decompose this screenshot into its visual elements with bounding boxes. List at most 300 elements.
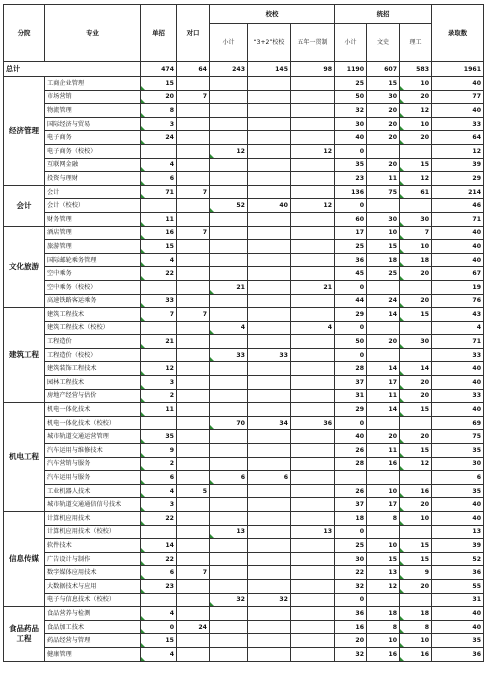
- header-school-3plus2: “3+2”校校: [248, 24, 291, 62]
- value-cell: [177, 444, 210, 458]
- value-cell: 0: [335, 280, 367, 294]
- value-cell: 36: [432, 566, 484, 580]
- value-cell: [210, 362, 248, 376]
- value-cell: [248, 457, 291, 471]
- value-cell: 37: [335, 376, 367, 390]
- value-cell: 6: [141, 566, 177, 580]
- value-cell: [248, 321, 291, 335]
- major-cell: 软件技术: [45, 539, 141, 553]
- value-cell: 136: [335, 185, 367, 199]
- value-cell: 0: [335, 525, 367, 539]
- header-tongzhao-arts: 文史: [367, 24, 400, 62]
- value-cell: 18: [400, 253, 432, 267]
- value-cell: [177, 647, 210, 661]
- value-cell: 70: [210, 416, 248, 430]
- value-cell: [141, 280, 177, 294]
- table-row: [4, 348, 484, 362]
- category-cell: 食品药品工程: [4, 607, 45, 661]
- value-cell: 15: [400, 158, 432, 172]
- value-cell: 40: [248, 199, 291, 213]
- value-cell: 7: [177, 90, 210, 104]
- value-cell: 20: [400, 376, 432, 390]
- value-cell: [248, 484, 291, 498]
- value-cell: 11: [367, 172, 400, 186]
- value-cell: [248, 131, 291, 145]
- total-cell: 64: [177, 62, 210, 77]
- value-cell: [177, 552, 210, 566]
- value-cell: 0: [335, 144, 367, 158]
- value-cell: [177, 335, 210, 349]
- value-cell: [210, 430, 248, 444]
- value-cell: [210, 90, 248, 104]
- major-cell: 国际邮轮乘务管理: [45, 253, 141, 267]
- value-cell: [177, 607, 210, 621]
- value-cell: 36: [291, 416, 335, 430]
- value-cell: 28: [335, 457, 367, 471]
- value-cell: 61: [400, 185, 432, 199]
- value-cell: 7: [177, 226, 210, 240]
- value-cell: 14: [367, 403, 400, 417]
- value-cell: [248, 376, 291, 390]
- value-cell: 15: [367, 552, 400, 566]
- value-cell: [248, 267, 291, 281]
- value-cell: [248, 226, 291, 240]
- value-cell: 16: [400, 647, 432, 661]
- value-cell: 8: [400, 620, 432, 634]
- value-cell: [400, 144, 432, 158]
- value-cell: 5: [177, 484, 210, 498]
- category-cell: 信息传媒: [4, 512, 45, 607]
- major-cell: 工业机器人技术: [45, 484, 141, 498]
- value-cell: [248, 525, 291, 539]
- table-row: [4, 579, 484, 593]
- value-cell: [367, 416, 400, 430]
- table-row: [4, 253, 484, 267]
- table-row: [4, 620, 484, 634]
- value-cell: 9: [141, 444, 177, 458]
- major-cell: 机电一体化技术（校校）: [45, 416, 141, 430]
- major-cell: 空中乘务: [45, 267, 141, 281]
- major-cell: 药品经营与管理: [45, 634, 141, 648]
- value-cell: [248, 512, 291, 526]
- major-cell: 电子商务: [45, 131, 141, 145]
- value-cell: 40: [432, 498, 484, 512]
- value-cell: [400, 525, 432, 539]
- value-cell: [291, 90, 335, 104]
- value-cell: 20: [400, 579, 432, 593]
- value-cell: [291, 348, 335, 362]
- value-cell: [210, 620, 248, 634]
- value-cell: [177, 512, 210, 526]
- major-cell: 高速铁路客运乘务: [45, 294, 141, 308]
- value-cell: [248, 185, 291, 199]
- value-cell: 39: [432, 158, 484, 172]
- major-cell: 工程造价（校校）: [45, 348, 141, 362]
- value-cell: [177, 579, 210, 593]
- value-cell: [141, 593, 177, 607]
- value-cell: [210, 77, 248, 91]
- total-cell: 1961: [432, 62, 484, 77]
- value-cell: 20: [367, 430, 400, 444]
- major-cell: 投资与理财: [45, 172, 141, 186]
- value-cell: 44: [335, 294, 367, 308]
- value-cell: 20: [367, 131, 400, 145]
- value-cell: [367, 199, 400, 213]
- value-cell: 32: [335, 647, 367, 661]
- table-row: [4, 430, 484, 444]
- value-cell: 43: [432, 308, 484, 322]
- value-cell: 11: [367, 389, 400, 403]
- value-cell: 0: [335, 348, 367, 362]
- table-row: [4, 90, 484, 104]
- value-cell: [210, 294, 248, 308]
- value-cell: 18: [400, 607, 432, 621]
- value-cell: 33: [141, 294, 177, 308]
- value-cell: 12: [291, 144, 335, 158]
- value-cell: [177, 498, 210, 512]
- value-cell: [177, 253, 210, 267]
- header-tongzhao-group: 统招: [335, 5, 432, 24]
- value-cell: 22: [141, 512, 177, 526]
- header-single: 单招: [141, 5, 177, 62]
- value-cell: 0: [141, 620, 177, 634]
- value-cell: 28: [335, 362, 367, 376]
- value-cell: 24: [367, 294, 400, 308]
- major-cell: 城市轨道交通通信信号技术: [45, 498, 141, 512]
- value-cell: [210, 240, 248, 254]
- value-cell: [291, 158, 335, 172]
- value-cell: 20: [335, 634, 367, 648]
- value-cell: 12: [432, 144, 484, 158]
- value-cell: [291, 77, 335, 91]
- major-cell: 房地产经营与估价: [45, 389, 141, 403]
- value-cell: 4: [432, 321, 484, 335]
- value-cell: [141, 199, 177, 213]
- value-cell: 16: [367, 647, 400, 661]
- value-cell: 12: [400, 104, 432, 118]
- table-row: [4, 77, 484, 91]
- table-row: [4, 321, 484, 335]
- value-cell: 20: [400, 294, 432, 308]
- major-cell: 旅游管理: [45, 240, 141, 254]
- header-admit-total: 录取数: [432, 5, 484, 62]
- value-cell: 25: [335, 77, 367, 91]
- table-row: [4, 512, 484, 526]
- major-cell: 市场营销: [45, 90, 141, 104]
- value-cell: [291, 566, 335, 580]
- value-cell: 23: [141, 579, 177, 593]
- header-school-group: 校校: [210, 5, 335, 24]
- value-cell: 18: [367, 253, 400, 267]
- value-cell: 19: [432, 280, 484, 294]
- table-row: [4, 240, 484, 254]
- value-cell: 14: [367, 362, 400, 376]
- table-row: [4, 308, 484, 322]
- value-cell: 0: [335, 593, 367, 607]
- value-cell: [248, 647, 291, 661]
- value-cell: 13: [210, 525, 248, 539]
- value-cell: 69: [432, 416, 484, 430]
- value-cell: [210, 185, 248, 199]
- value-cell: 0: [335, 416, 367, 430]
- value-cell: 6: [248, 471, 291, 485]
- value-cell: [248, 77, 291, 91]
- value-cell: 17: [335, 226, 367, 240]
- value-cell: 40: [432, 104, 484, 118]
- major-cell: 酒店管理: [45, 226, 141, 240]
- value-cell: 8: [367, 512, 400, 526]
- value-cell: 33: [432, 117, 484, 131]
- table-row: [4, 607, 484, 621]
- value-cell: [291, 212, 335, 226]
- value-cell: 10: [400, 77, 432, 91]
- value-cell: 12: [367, 579, 400, 593]
- value-cell: 20: [400, 389, 432, 403]
- value-cell: 4: [141, 253, 177, 267]
- value-cell: 15: [141, 240, 177, 254]
- major-cell: 建筑装饰工程技术: [45, 362, 141, 376]
- value-cell: 40: [432, 403, 484, 417]
- value-cell: 6: [141, 172, 177, 186]
- header-tongzhao-science: 理工: [400, 24, 432, 62]
- value-cell: 15: [400, 552, 432, 566]
- value-cell: [177, 634, 210, 648]
- value-cell: 40: [432, 362, 484, 376]
- value-cell: 15: [367, 240, 400, 254]
- value-cell: [291, 471, 335, 485]
- value-cell: 8: [367, 620, 400, 634]
- category-cell: 文化旅游: [4, 226, 45, 308]
- value-cell: [291, 579, 335, 593]
- value-cell: 17: [367, 498, 400, 512]
- value-cell: [248, 362, 291, 376]
- value-cell: [248, 212, 291, 226]
- value-cell: 0: [335, 321, 367, 335]
- table-row: [4, 185, 484, 199]
- value-cell: [248, 566, 291, 580]
- value-cell: [335, 471, 367, 485]
- value-cell: 30: [367, 212, 400, 226]
- table-row: [4, 104, 484, 118]
- value-cell: 21: [291, 280, 335, 294]
- value-cell: [367, 593, 400, 607]
- value-cell: 52: [432, 552, 484, 566]
- value-cell: [248, 498, 291, 512]
- header-major: 专业: [45, 5, 141, 62]
- value-cell: [291, 498, 335, 512]
- value-cell: [248, 620, 291, 634]
- major-cell: 电子与信息技术（校校）: [45, 593, 141, 607]
- value-cell: 214: [432, 185, 484, 199]
- value-cell: [248, 117, 291, 131]
- value-cell: [210, 552, 248, 566]
- value-cell: [210, 444, 248, 458]
- value-cell: 35: [141, 430, 177, 444]
- value-cell: 10: [367, 634, 400, 648]
- value-cell: 3: [141, 498, 177, 512]
- value-cell: 12: [400, 172, 432, 186]
- value-cell: 13: [432, 525, 484, 539]
- value-cell: 35: [432, 444, 484, 458]
- major-cell: 大数据技术与应用: [45, 579, 141, 593]
- value-cell: [177, 294, 210, 308]
- table-row: [4, 158, 484, 172]
- table-row: [4, 539, 484, 553]
- value-cell: [210, 647, 248, 661]
- value-cell: [210, 172, 248, 186]
- value-cell: [291, 335, 335, 349]
- value-cell: [291, 607, 335, 621]
- value-cell: [291, 457, 335, 471]
- value-cell: 71: [432, 335, 484, 349]
- value-cell: [210, 579, 248, 593]
- value-cell: 40: [432, 77, 484, 91]
- value-cell: [291, 185, 335, 199]
- value-cell: 20: [367, 335, 400, 349]
- value-cell: 20: [400, 90, 432, 104]
- major-cell: 汽车运用与维修技术: [45, 444, 141, 458]
- table-row: [4, 444, 484, 458]
- value-cell: [177, 172, 210, 186]
- header-school-five-year: 五年一贯制: [291, 24, 335, 62]
- value-cell: 4: [210, 321, 248, 335]
- category-cell: 建筑工程: [4, 308, 45, 403]
- value-cell: 6: [141, 471, 177, 485]
- value-cell: [248, 240, 291, 254]
- value-cell: 2: [141, 389, 177, 403]
- value-cell: [248, 389, 291, 403]
- value-cell: 11: [141, 403, 177, 417]
- value-cell: 71: [141, 185, 177, 199]
- value-cell: 10: [400, 512, 432, 526]
- value-cell: 23: [335, 172, 367, 186]
- value-cell: 40: [432, 512, 484, 526]
- value-cell: 75: [367, 185, 400, 199]
- table-row: [4, 172, 484, 186]
- table-row: [4, 471, 484, 485]
- value-cell: 39: [432, 539, 484, 553]
- value-cell: [210, 566, 248, 580]
- table-row: [4, 376, 484, 390]
- value-cell: [210, 607, 248, 621]
- value-cell: [291, 294, 335, 308]
- value-cell: 3: [141, 376, 177, 390]
- value-cell: 12: [291, 199, 335, 213]
- value-cell: [248, 430, 291, 444]
- value-cell: 10: [400, 240, 432, 254]
- value-cell: 7: [177, 308, 210, 322]
- value-cell: 24: [177, 620, 210, 634]
- value-cell: 35: [432, 634, 484, 648]
- value-cell: [400, 471, 432, 485]
- value-cell: [177, 525, 210, 539]
- value-cell: [367, 471, 400, 485]
- value-cell: 32: [335, 579, 367, 593]
- value-cell: 7: [141, 308, 177, 322]
- value-cell: [210, 117, 248, 131]
- value-cell: [291, 389, 335, 403]
- value-cell: 40: [432, 226, 484, 240]
- value-cell: 35: [335, 158, 367, 172]
- value-cell: 40: [432, 376, 484, 390]
- value-cell: [248, 539, 291, 553]
- value-cell: [248, 280, 291, 294]
- admission-table: [3, 4, 484, 662]
- table-row: [4, 525, 484, 539]
- value-cell: 12: [210, 144, 248, 158]
- value-cell: 22: [335, 566, 367, 580]
- value-cell: 18: [335, 512, 367, 526]
- value-cell: [177, 593, 210, 607]
- table-row: [4, 552, 484, 566]
- table-row: [4, 131, 484, 145]
- value-cell: 10: [367, 226, 400, 240]
- value-cell: [210, 335, 248, 349]
- value-cell: 31: [432, 593, 484, 607]
- table-row: [4, 498, 484, 512]
- value-cell: 21: [141, 335, 177, 349]
- value-cell: 14: [141, 539, 177, 553]
- value-cell: [210, 212, 248, 226]
- major-cell: 计算机应用技术（校校）: [45, 525, 141, 539]
- value-cell: 64: [432, 131, 484, 145]
- value-cell: 40: [432, 607, 484, 621]
- value-cell: 36: [335, 253, 367, 267]
- value-cell: 30: [335, 117, 367, 131]
- value-cell: 7: [177, 185, 210, 199]
- value-cell: 15: [400, 539, 432, 553]
- value-cell: 17: [367, 376, 400, 390]
- value-cell: 10: [400, 117, 432, 131]
- value-cell: [400, 348, 432, 362]
- value-cell: [177, 267, 210, 281]
- major-cell: 会计（校校）: [45, 199, 141, 213]
- value-cell: [248, 444, 291, 458]
- major-cell: 电子商务（校校）: [45, 144, 141, 158]
- value-cell: [291, 131, 335, 145]
- value-cell: 11: [141, 212, 177, 226]
- value-cell: 45: [335, 267, 367, 281]
- value-cell: [177, 430, 210, 444]
- total-cell: 474: [141, 62, 177, 77]
- value-cell: 4: [141, 158, 177, 172]
- major-cell: 数字媒体应用技术: [45, 566, 141, 580]
- value-cell: 15: [367, 77, 400, 91]
- value-cell: 50: [335, 90, 367, 104]
- major-cell: 财务管理: [45, 212, 141, 226]
- value-cell: [141, 321, 177, 335]
- value-cell: [210, 539, 248, 553]
- value-cell: [248, 335, 291, 349]
- major-cell: 食品加工技术: [45, 620, 141, 634]
- value-cell: 20: [367, 104, 400, 118]
- value-cell: 4: [141, 607, 177, 621]
- value-cell: [248, 294, 291, 308]
- value-cell: 76: [432, 294, 484, 308]
- value-cell: [210, 484, 248, 498]
- value-cell: [248, 172, 291, 186]
- table-row: [4, 267, 484, 281]
- value-cell: [210, 403, 248, 417]
- value-cell: 33: [248, 348, 291, 362]
- value-cell: 14: [400, 362, 432, 376]
- value-cell: 32: [210, 593, 248, 607]
- value-cell: 22: [141, 552, 177, 566]
- value-cell: 7: [177, 566, 210, 580]
- table-row: [4, 280, 484, 294]
- table-row: [4, 593, 484, 607]
- table-row: [4, 457, 484, 471]
